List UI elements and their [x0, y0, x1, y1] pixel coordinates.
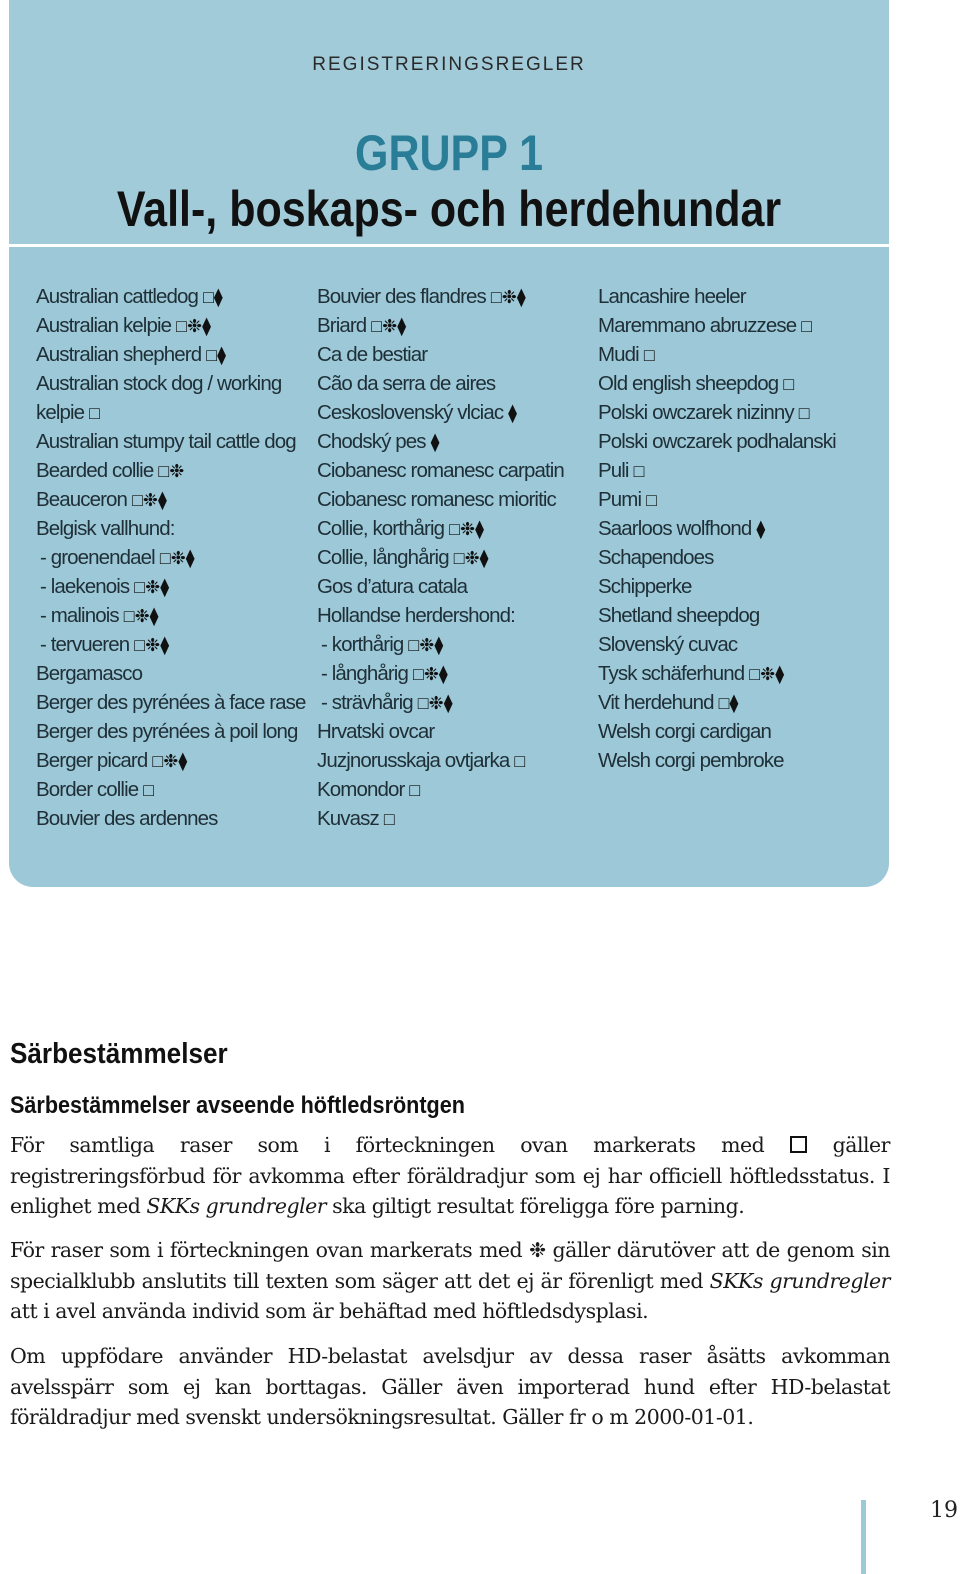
breed-item	[598, 369, 878, 398]
breed-marks: □❉⧫	[134, 577, 170, 597]
breed-marks: □	[514, 751, 526, 771]
breed-item	[36, 485, 316, 514]
breed-item	[598, 456, 878, 485]
breed-column-1	[36, 282, 316, 833]
breed-name: - långhårig	[321, 662, 408, 685]
breed-item	[598, 572, 878, 601]
breed-item	[36, 398, 316, 427]
breed-marks: □❉⧫	[159, 548, 195, 568]
breed-name: - laekenois	[40, 575, 130, 598]
breed-name: Slovenský cuvac	[598, 633, 738, 656]
breed-name: - malinois	[40, 604, 119, 627]
breed-marks: □⧫	[718, 693, 739, 713]
breed-name: Shetland sheepdog	[598, 604, 760, 627]
paragraph-specialklubb: För raser som i förteckningen ovan markerats med ❉ gäller därutöver att de genom sin specialklubb anslutits till texten som säger att det ej är förenligt med SKKs grundregler att i avel använda individ som är behäftad med höftledsdysplasi.	[10, 1238, 890, 1323]
breed-item	[36, 369, 316, 398]
breed-item	[598, 311, 878, 340]
breed-name: Vit herdehund	[598, 691, 714, 714]
breed-name: Saarloos wolfhond	[598, 517, 752, 540]
breed-item	[317, 804, 597, 833]
breed-name: Mudi	[598, 343, 639, 366]
breed-item	[317, 398, 597, 427]
breed-marks: □❉⧫	[449, 519, 484, 539]
breed-item	[317, 775, 597, 804]
breed-name: Bearded collie	[36, 459, 154, 482]
breed-item	[36, 311, 316, 340]
breed-marks: □⧫	[206, 345, 227, 365]
breed-item	[598, 282, 878, 311]
breed-marks: □❉⧫	[408, 635, 444, 655]
breed-name: Ciobanesc romanesc carpatin	[317, 459, 564, 482]
breed-name: Australian stumpy tail cattle dog	[36, 430, 296, 453]
breed-item	[36, 543, 316, 572]
breed-item	[598, 543, 878, 572]
breed-name: Ciobanesc romanesc mioritic	[317, 488, 556, 511]
box-symbol-icon	[790, 1136, 807, 1153]
breed-name: Lancashire heeler	[598, 285, 746, 308]
breed-item	[317, 311, 597, 340]
breed-name: Schipperke	[598, 575, 692, 598]
breed-name: Belgisk vallhund:	[36, 517, 175, 540]
breed-item	[317, 543, 597, 572]
breed-item	[317, 485, 597, 514]
breed-marks: □❉⧫	[412, 664, 448, 684]
breed-name: Australian cattledog	[36, 285, 199, 308]
paragraph-hip-rule: För samtliga raser som i förteckningen ovan markerats med gäller registreringsförbud för avkomma efter föräldradjur som ej har officiell höftledsstatus. I enlighet med SKKs grundregler ska giltigt resultat föreligga före parning.	[10, 1133, 890, 1218]
breed-item	[36, 427, 316, 456]
breed-name: - korthårig	[321, 633, 404, 656]
breed-item	[36, 717, 316, 746]
breed-item	[598, 514, 878, 543]
breed-item	[317, 688, 597, 717]
breed-item	[317, 659, 597, 688]
breed-name: Berger des pyrénées à poil long	[36, 720, 298, 743]
breed-marks: □	[798, 403, 810, 423]
breed-name: Cão da serra de aires	[317, 372, 496, 395]
breed-name: - groenendael	[40, 546, 155, 569]
breed-marks: □❉⧫	[490, 287, 526, 307]
paragraph-avelssparr: Om uppfödare använder HD-belastat avelsdjur av dessa raser åsätts avkomman avelsspärr som ej kan borttagas. Gäller även importerad hund efter HD-belastat föräldradjur med svenskt undersökningsresultat. Gäller fr o m 2000-01-01.	[10, 1344, 890, 1429]
breed-marks: □❉⧫	[453, 548, 489, 568]
breed-item	[317, 746, 597, 775]
breed-marks: ⧫	[756, 519, 766, 539]
breed-name: kelpie	[36, 401, 85, 424]
section-label: REGISTRERINGSREGLER	[312, 54, 586, 75]
breed-item	[598, 659, 878, 688]
breed-name: Australian kelpie	[36, 314, 172, 337]
section-subheading: Särbestämmelser avseende höftledsröntgen	[10, 1092, 465, 1119]
breed-item	[598, 601, 878, 630]
breed-name: Juzjnorusskaja ovtjarka	[317, 749, 510, 772]
breed-marks: □	[633, 461, 645, 481]
breed-name: Welsh corgi cardigan	[598, 720, 772, 743]
breed-name: Polski owczarek podhalanski	[598, 430, 836, 453]
breed-name: Border collie	[36, 778, 139, 801]
section-heading: Särbestämmelser	[10, 1038, 228, 1070]
breed-item	[317, 514, 597, 543]
breed-marks: □❉	[158, 461, 185, 481]
breed-name: Schapendoes	[598, 546, 714, 569]
breed-name: Collie, korthårig	[317, 517, 445, 540]
breed-column-3	[598, 282, 878, 775]
breed-item	[36, 804, 316, 833]
breed-item	[317, 572, 597, 601]
breed-name: Bergamasco	[36, 662, 143, 685]
breed-name: Hrvatski ovcar	[317, 720, 435, 743]
breed-marks: □❉⧫	[123, 606, 159, 626]
breed-marks: □	[89, 403, 101, 423]
breed-marks: □	[801, 316, 813, 336]
breed-name: Collie, långhårig	[317, 546, 449, 569]
breed-marks: □❉⧫	[371, 316, 407, 336]
breed-marks: □❉⧫	[417, 693, 453, 713]
breed-item	[36, 688, 316, 717]
breed-item	[317, 282, 597, 311]
breed-list-panel	[9, 0, 889, 887]
star-symbol-icon: ❉	[529, 1238, 546, 1262]
breed-marks: □	[383, 809, 395, 829]
breed-item	[36, 456, 316, 485]
breed-marks: □	[646, 490, 657, 510]
breed-item	[36, 630, 316, 659]
breed-marks: □	[409, 780, 421, 800]
breed-item	[598, 398, 878, 427]
breed-name: Chodský pes	[317, 430, 426, 453]
breed-item	[36, 340, 316, 369]
breed-marks: ⧫	[430, 432, 440, 452]
breed-name: Tysk schäferhund	[598, 662, 745, 685]
breed-name: Ca de bestiar	[317, 343, 428, 366]
breed-marks: □	[783, 374, 795, 394]
breed-column-2	[317, 282, 597, 833]
breed-item	[36, 601, 316, 630]
breed-name: Berger des pyrénées à face rase	[36, 691, 306, 714]
breed-name: Welsh corgi pembroke	[598, 749, 784, 772]
breed-item	[36, 282, 316, 311]
breed-name: Kuvasz	[317, 807, 379, 830]
breed-item	[317, 601, 597, 630]
breed-item	[36, 572, 316, 601]
breed-marks: □❉⧫	[176, 316, 211, 336]
breed-item	[598, 340, 878, 369]
breed-name: Old english sheepdog	[598, 372, 779, 395]
breed-marks: □⧫	[203, 287, 223, 307]
breed-name: Bouvier des ardennes	[36, 807, 218, 830]
page-title: Vall-, boskaps- och herdehundar	[116, 181, 782, 237]
breed-item	[598, 485, 878, 514]
breed-name: - tervueren	[40, 633, 130, 656]
breed-item	[36, 746, 316, 775]
breed-marks: □❉⧫	[152, 751, 188, 771]
breed-item	[598, 427, 878, 456]
breed-marks: □	[143, 780, 155, 800]
breed-name: Australian stock dog / working	[36, 372, 282, 395]
breed-name: Australian shepherd	[36, 343, 202, 366]
breed-name: Bouvier des flandres	[317, 285, 486, 308]
breed-name: Komondor	[317, 778, 405, 801]
breed-item	[36, 659, 316, 688]
breed-name: Puli	[598, 459, 629, 482]
margin-rule	[861, 1500, 866, 1574]
breed-name: Pumi	[598, 488, 642, 511]
breed-item	[317, 427, 597, 456]
header-band	[9, 0, 889, 247]
breed-item	[317, 630, 597, 659]
page-number: 19	[930, 1498, 958, 1523]
breed-name: Briard	[317, 314, 367, 337]
breed-item	[598, 746, 878, 775]
breed-name: Berger picard	[36, 749, 148, 772]
breed-marks: □❉⧫	[134, 635, 170, 655]
breed-item	[598, 630, 878, 659]
breed-marks: □❉⧫	[749, 664, 785, 684]
breed-item	[36, 514, 316, 543]
breed-item	[317, 717, 597, 746]
breed-item	[317, 340, 597, 369]
breed-marks: ⧫	[508, 403, 518, 423]
breed-name: Hollandse herdershond:	[317, 604, 515, 627]
breed-name: - strävhårig	[321, 691, 413, 714]
breed-name: Ceskoslovenský vlciac	[317, 401, 504, 424]
breed-marks: □❉⧫	[132, 490, 167, 510]
breed-name: Beauceron	[36, 488, 128, 511]
breed-item	[317, 456, 597, 485]
group-title: GRUPP 1	[354, 125, 543, 181]
breed-name: Gos d’atura catala	[317, 575, 468, 598]
breed-item	[317, 369, 597, 398]
breed-marks: □	[643, 345, 655, 365]
breed-name: Polski owczarek nizinny	[598, 401, 794, 424]
breed-item	[36, 775, 316, 804]
breed-item	[598, 688, 878, 717]
breed-item	[598, 717, 878, 746]
breed-name: Maremmano abruzzese	[598, 314, 797, 337]
